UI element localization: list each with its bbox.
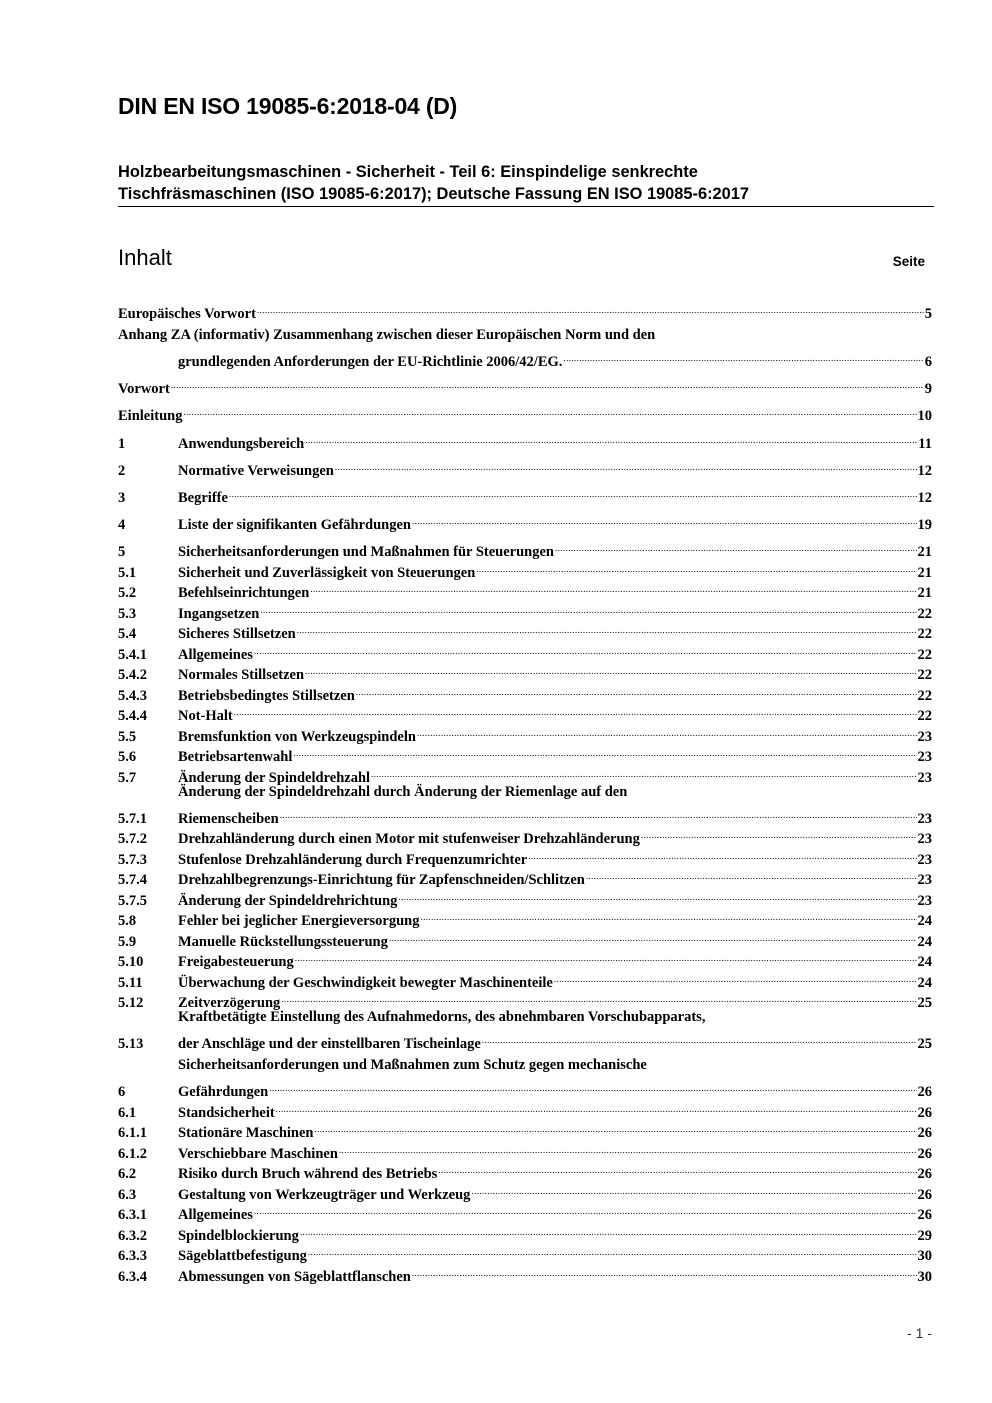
toc-entry-title: Not-Halt <box>178 708 233 724</box>
toc-entry-title: Befehlseinrichtungen <box>178 585 310 601</box>
toc-entry-dot-leader <box>257 298 924 318</box>
toc-entry-dot-leader <box>281 987 916 1007</box>
toc-entry-title: Betriebsbedingtes Stillsetzen <box>178 688 355 704</box>
page-number: - 1 - <box>907 1325 932 1341</box>
toc-entry-number: 5.12 <box>118 995 144 1011</box>
toc-entry-dot-leader <box>641 823 917 843</box>
toc-entry-title: Anwendungsbereich <box>178 436 305 452</box>
toc-entry[interactable] <box>118 400 932 424</box>
toc-entry-number: 6.3.1 <box>118 1207 147 1223</box>
toc-entry-page: 6 <box>924 354 932 370</box>
toc-entry-dot-leader <box>528 844 916 864</box>
toc-entry-number: 5.7.5 <box>118 893 147 909</box>
toc-entry-number: 5.8 <box>118 913 137 929</box>
toc-entry[interactable] <box>118 721 932 745</box>
toc-heading: Inhalt <box>118 245 172 270</box>
toc-entry-title: Spindelblockierung <box>178 1228 299 1244</box>
toc-entry[interactable] <box>118 844 932 868</box>
toc-entry[interactable] <box>118 346 932 370</box>
toc-page-column-label: Seite <box>892 254 925 269</box>
toc-entry-dot-leader <box>389 926 917 946</box>
toc-entry-dot-leader <box>295 946 917 966</box>
toc-entry-number: 5.6 <box>118 749 137 765</box>
toc-entry-number: 6.3 <box>118 1187 137 1203</box>
toc-entry-number: 5.3 <box>118 606 137 622</box>
toc-entry-title: Sicheres Stillsetzen <box>178 626 296 642</box>
toc-entry-title: Normative Verweisungen <box>178 463 334 479</box>
toc-entry-title-line1: Sicherheitsanforderungen und Maßnahmen zum Schutz gegen mechanische <box>178 1057 647 1073</box>
toc-entry-title: Vorwort <box>118 381 170 397</box>
toc-entry-page: 25 <box>917 1036 932 1052</box>
toc-entry-title: Freigabesteuerung <box>178 954 294 970</box>
toc-entry-dot-leader <box>254 1199 917 1219</box>
toc-entry-title: Gestaltung von Werkzeugträger und Werkzeug <box>178 1187 471 1203</box>
toc-entry-dot-leader <box>260 598 916 618</box>
subtitle-line-2: Tischfräsmaschinen (ISO 19085-6:2017); Deutsche Fassung EN ISO 19085-6:2017 <box>118 185 750 203</box>
toc-entry[interactable] <box>118 762 932 786</box>
toc-entry-page: 23 <box>917 749 932 765</box>
toc-entry-title-line1: Änderung der Spindeldrehzahl durch Änderung der Riemenlage auf den <box>178 784 628 800</box>
toc-entry-dot-leader <box>269 1076 916 1096</box>
toc-entry-dot-leader <box>417 721 917 741</box>
toc-entry-title: der Anschläge und der einstellbaren Tischeinlage <box>178 1036 481 1052</box>
toc-entry-page: 12 <box>917 490 932 506</box>
toc-entry-title: Einleitung <box>118 408 183 424</box>
toc-entry-page: 30 <box>917 1269 932 1285</box>
document-subtitle <box>118 161 932 205</box>
toc-entry-dot-leader <box>335 455 917 475</box>
toc-entry-page: 26 <box>917 1166 932 1182</box>
toc-entry[interactable] <box>118 1220 932 1244</box>
toc-entry[interactable] <box>118 659 932 683</box>
toc-entry-number: 5.10 <box>118 954 144 970</box>
toc-entry-number: 5.2 <box>118 585 137 601</box>
toc-entry-dot-leader <box>293 741 916 761</box>
toc-entry[interactable] <box>118 1028 932 1052</box>
toc-entry-number: 5.4.4 <box>118 708 147 724</box>
toc-entry-title: Sägeblattbefestigung <box>178 1248 307 1264</box>
toc-entry-title: Abmessungen von Sägeblattflanschen <box>178 1269 411 1285</box>
toc-entry-dot-leader <box>229 482 917 502</box>
toc-entry-page: 24 <box>917 913 932 929</box>
toc-entry-page: 24 <box>917 975 932 991</box>
toc-entry[interactable] <box>118 1097 932 1121</box>
toc-entry-page: 23 <box>917 872 932 888</box>
toc-entry-page: 23 <box>917 811 932 827</box>
toc-entry-page: 21 <box>917 565 932 581</box>
toc-entry-page: 22 <box>917 606 932 622</box>
toc-entry-page: 26 <box>917 1105 932 1121</box>
toc-entry-title: Drehzahlbegrenzungs-Einrichtung für Zapfenschneiden/Schlitzen <box>178 872 585 888</box>
toc-entry-number: 6.3.2 <box>118 1228 147 1244</box>
toc-entry-page: 26 <box>917 1084 932 1100</box>
toc-entry-page: 23 <box>917 852 932 868</box>
toc-entry-number: 5.7 <box>118 770 137 786</box>
toc-entry-page: 23 <box>917 729 932 745</box>
toc-entry-number: 6 <box>118 1084 126 1100</box>
toc-entry[interactable] <box>118 1117 932 1141</box>
toc-entry-dot-leader <box>555 536 917 556</box>
toc-entry-title: Allgemeines <box>178 1207 253 1223</box>
toc-entry-number: 5.4 <box>118 626 137 642</box>
toc-entry-title: Gefährdungen <box>178 1084 269 1100</box>
toc-entry-page: 21 <box>917 585 932 601</box>
toc-entry[interactable] <box>118 509 932 533</box>
toc-entry-number: 5.9 <box>118 934 137 950</box>
toc-entry[interactable] <box>118 967 932 991</box>
toc-entry-number: 5.1 <box>118 565 137 581</box>
toc-entry[interactable] <box>118 946 932 970</box>
toc-entry[interactable] <box>118 1199 932 1223</box>
toc-entry-page: 26 <box>917 1146 932 1162</box>
toc-entry-dot-leader <box>356 680 917 700</box>
toc-entry-number: 6.2 <box>118 1166 137 1182</box>
toc-entry-dot-leader <box>476 557 916 577</box>
toc-entry[interactable] <box>118 864 932 888</box>
toc-entry[interactable] <box>118 577 932 601</box>
toc-entry-dot-leader <box>438 1158 916 1178</box>
toc-entry-dot-leader <box>412 509 917 529</box>
toc-entry-dot-leader <box>586 864 917 884</box>
toc-entry[interactable] <box>118 741 932 765</box>
toc-entry-number: 2 <box>118 463 126 479</box>
toc-entry-number: 5.5 <box>118 729 137 745</box>
toc-entry-title: Stufenlose Drehzahländerung durch Frequenzumrichter <box>178 852 528 868</box>
toc-entry-number: 5.7.3 <box>118 852 147 868</box>
toc-entry-page: 29 <box>917 1228 932 1244</box>
toc-entry-dot-leader <box>305 659 916 679</box>
toc-entry[interactable] <box>118 885 932 909</box>
toc-entry-page: 21 <box>917 544 932 560</box>
toc-entry-page: 5 <box>924 306 932 322</box>
toc-entry[interactable] <box>118 455 932 479</box>
toc-entry-number: 5.7.4 <box>118 872 147 888</box>
toc-entry-dot-leader <box>308 1240 917 1260</box>
toc-entry-number: 5 <box>118 544 126 560</box>
toc-entry[interactable] <box>118 926 932 950</box>
toc-entry-page: 26 <box>917 1187 932 1203</box>
toc-entry[interactable] <box>118 482 932 506</box>
toc-entry-title: Riemenscheiben <box>178 811 279 827</box>
toc-entry-title: Stationäre Maschinen <box>178 1125 314 1141</box>
toc-entry-number: 5.13 <box>118 1036 144 1052</box>
toc-entry-title: Betriebsartenwahl <box>178 749 293 765</box>
toc-entry-number: 6.1.2 <box>118 1146 147 1162</box>
toc-entry-number: 6.3.3 <box>118 1248 147 1264</box>
toc-entry-page: 10 <box>917 408 932 424</box>
toc-entry-dot-leader <box>412 1261 917 1281</box>
toc-entry-dot-leader <box>310 577 916 597</box>
document-title: DIN EN ISO 19085-6:2018-04 (D) <box>118 93 458 119</box>
toc-entry-page: 12 <box>917 463 932 479</box>
toc-entry[interactable] <box>118 700 932 724</box>
toc-entry-number: 5.4.2 <box>118 667 147 683</box>
header-divider <box>118 206 934 207</box>
toc-entry-dot-leader <box>183 400 916 420</box>
toc-entry-dot-leader <box>297 618 917 638</box>
toc-entry[interactable] <box>118 298 932 322</box>
toc-entry[interactable] <box>118 823 932 847</box>
toc-entry[interactable] <box>118 1179 932 1203</box>
toc-entry-title: Sicherheit und Zuverlässigkeit von Steuerungen <box>178 565 476 581</box>
toc-entry-dot-leader <box>276 1097 917 1117</box>
toc-entry-dot-leader <box>471 1179 916 1199</box>
toc-entry-dot-leader <box>254 639 917 659</box>
toc-entry-title: Allgemeines <box>178 647 253 663</box>
toc-entry-title: Fehler bei jeglicher Energieversorgung <box>178 913 420 929</box>
toc-entry-number: 5.7.2 <box>118 831 147 847</box>
toc-entry[interactable] <box>118 598 932 622</box>
toc-entry-title: Ingangsetzen <box>178 606 260 622</box>
toc-entry-page: 23 <box>917 770 932 786</box>
toc-entry-page: 25 <box>917 995 932 1011</box>
toc-entry-title: Liste der signifikanten Gefährdungen <box>178 517 411 533</box>
toc-entry-number: 4 <box>118 517 126 533</box>
toc-entry[interactable] <box>118 680 932 704</box>
toc-entry-dot-leader <box>314 1117 916 1137</box>
toc-entry-page: 23 <box>917 893 932 909</box>
toc-entry-page: 22 <box>917 647 932 663</box>
toc-entry-number: 6.1 <box>118 1105 137 1121</box>
toc-entry-dot-leader <box>305 428 917 448</box>
toc-entry-dot-leader <box>171 373 924 393</box>
toc-entry-title: Drehzahländerung durch einen Motor mit stufenweiser Drehzahländerung <box>178 831 640 847</box>
toc-entry-title: Verschiebbare Maschinen <box>178 1146 338 1162</box>
toc-entry-page: 24 <box>917 934 932 950</box>
toc-entry-page: 22 <box>917 667 932 683</box>
toc-entry-title: grundlegenden Anforderungen der EU-Richtlinie 2006/42/EG. <box>178 354 563 370</box>
toc-entry[interactable] <box>118 536 932 560</box>
toc-entry-number: 6.1.1 <box>118 1125 147 1141</box>
toc-entry[interactable] <box>118 639 932 663</box>
toc-entry[interactable] <box>118 987 932 1011</box>
toc-entry-dot-leader <box>563 346 923 366</box>
toc-entry-title: Überwachung der Geschwindigkeit bewegter Maschinenteile <box>178 975 553 991</box>
toc-entry-page: 9 <box>924 381 932 397</box>
toc-entry-dot-leader <box>420 905 916 925</box>
toc-entry-dot-leader <box>300 1220 917 1240</box>
toc-entry-number: 5.11 <box>118 975 143 991</box>
toc-entry-title-line1: Kraftbetätigte Einstellung des Aufnahmedorns, des abnehmbaren Vorschubapparats, <box>178 1009 706 1025</box>
toc-entry-number: 5.7.1 <box>118 811 147 827</box>
toc-entry-page: 22 <box>917 688 932 704</box>
toc-entry[interactable] <box>118 905 932 929</box>
toc-entry-dot-leader <box>234 700 917 720</box>
toc-entry-dot-leader <box>280 803 917 823</box>
toc-entry-dot-leader <box>398 885 916 905</box>
toc-entry-title: Europäisches Vorwort <box>118 306 256 322</box>
toc-entry-number: 5.4.3 <box>118 688 147 704</box>
toc-entry-number: 1 <box>118 436 126 452</box>
toc-entry[interactable] <box>118 1138 932 1162</box>
toc-entry-title: Zeitverzögerung <box>178 995 281 1011</box>
toc-entry-title: Standsicherheit <box>178 1105 275 1121</box>
toc-entry-title: Bremsfunktion von Werkzeugspindeln <box>178 729 416 745</box>
toc-entry-page: 22 <box>917 626 932 642</box>
toc-entry-title: Normales Stillsetzen <box>178 667 305 683</box>
toc-entry-number: 3 <box>118 490 126 506</box>
toc-entry[interactable] <box>118 618 932 642</box>
toc-entry-title: Änderung der Spindeldrehrichtung <box>178 893 398 909</box>
toc-entry[interactable] <box>118 803 932 827</box>
toc-entry-number: 5.4.1 <box>118 647 147 663</box>
toc-entry-page: 19 <box>917 517 932 533</box>
toc-entry-page: 11 <box>918 436 932 452</box>
toc-entry-page: 30 <box>917 1248 932 1264</box>
toc-entry-dot-leader <box>339 1138 917 1158</box>
toc-entry-title: Begriffe <box>178 490 228 506</box>
toc-entry[interactable] <box>118 557 932 581</box>
toc-entry[interactable] <box>118 428 932 452</box>
toc-entry-dot-leader <box>371 762 916 782</box>
toc-entry-number: 6.3.4 <box>118 1269 147 1285</box>
toc-entry-title: Risiko durch Bruch während des Betriebs <box>178 1166 438 1182</box>
toc-entry[interactable] <box>118 1158 932 1182</box>
toc-entry-page: 23 <box>917 831 932 847</box>
toc-entry[interactable] <box>118 1076 932 1100</box>
toc-entry-page: 22 <box>917 708 932 724</box>
toc-entry-dot-leader <box>554 967 917 987</box>
toc-entry-title: Manuelle Rückstellungssteuerung <box>178 934 388 950</box>
toc-entry[interactable] <box>118 373 932 397</box>
toc-entry-title: Sicherheitsanforderungen und Maßnahmen für Steuerungen <box>178 544 554 560</box>
toc-entry-page: 26 <box>917 1125 932 1141</box>
toc-entry-dot-leader <box>482 1028 917 1048</box>
toc-entry-title: Änderung der Spindeldrehzahl <box>178 770 371 786</box>
toc-entry[interactable] <box>118 1261 932 1285</box>
toc-entry-page: 26 <box>917 1207 932 1223</box>
toc-entry-page: 24 <box>917 954 932 970</box>
subtitle-line-1: Holzbearbeitungsmaschinen - Sicherheit - Teil 6: Einspindelige senkrechte <box>118 163 698 181</box>
toc-entry[interactable] <box>118 1240 932 1264</box>
toc-entry-title-line1: Anhang ZA (informativ) Zusammenhang zwischen dieser Europäischen Norm und den <box>118 327 656 343</box>
